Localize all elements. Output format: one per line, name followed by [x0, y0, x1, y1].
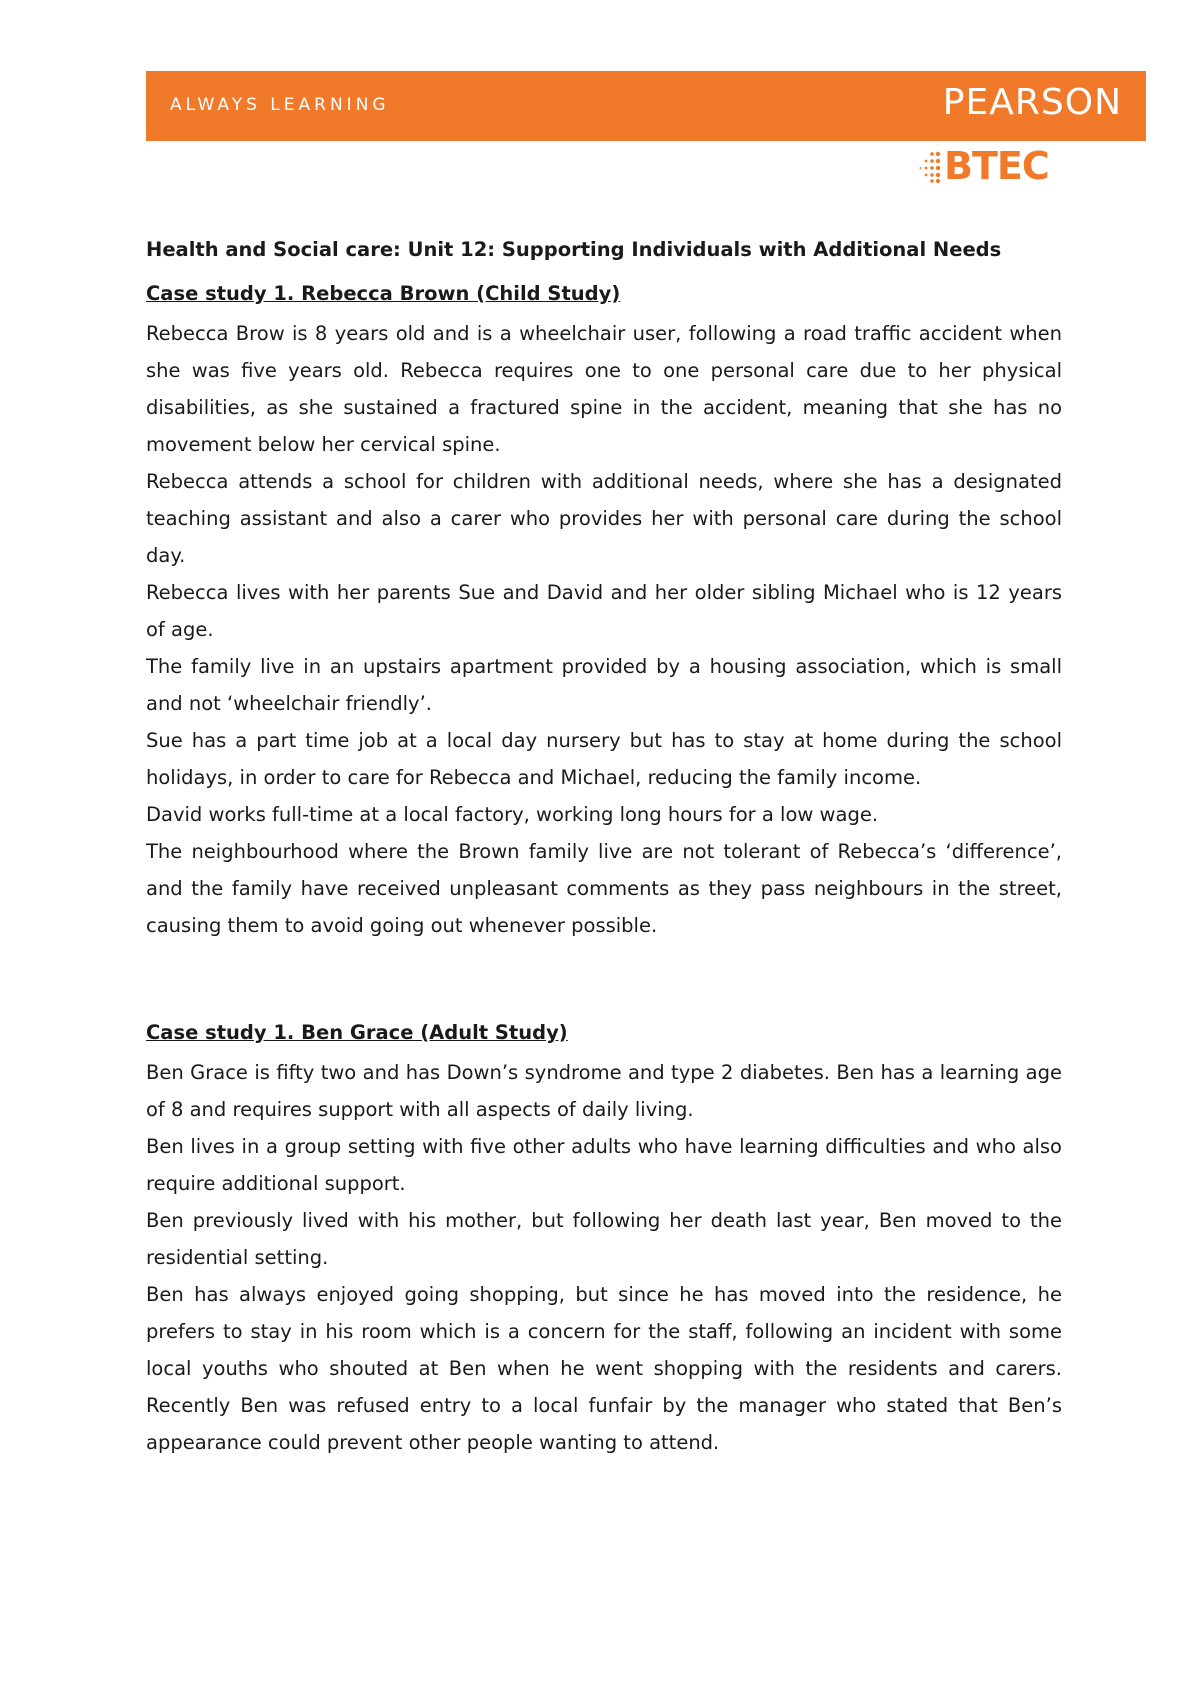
paragraph: David works full-time at a local factory, working long hours for a low wage. — [146, 803, 879, 826]
paragraph: Ben previously lived with his mother, but following her death last year, Ben moved to the residential setting. — [146, 1209, 1062, 1269]
paragraph: Rebecca attends a school for children with additional needs, where she has a designated teaching assistant and also a carer who provides her with personal care during the school day. — [146, 470, 1062, 567]
paragraph: Sue has a part time job at a local day nursery but has to stay at home during the school holidays, in order to care for Rebecca and Michael, reducing the family income. — [146, 729, 1062, 789]
sublogo — [918, 144, 1068, 190]
brand-logo: PEARSON — [942, 82, 1122, 123]
case-study-heading: Case study 1. Ben Grace (Adult Study) — [146, 1021, 568, 1044]
dots-icon — [918, 150, 942, 184]
paragraph: The neighbourhood where the Brown family live are not tolerant of Rebecca’s ‘difference’, and the family have received unpleasant comments as they pass neighbours in the street, causing them to avoid going out whenever possible. — [146, 840, 1062, 937]
paragraph: Ben lives in a group setting with five other adults who have learning difficulties and who also require additional support. — [146, 1135, 1062, 1195]
case-study-heading: Case study 1. Rebecca Brown (Child Study) — [146, 282, 621, 305]
header-banner — [146, 71, 1146, 141]
paragraph: Ben has always enjoyed going shopping, but since he has moved into the residence, he prefers to stay in his room which is a concern for the staff, following an incident with some local youths who shouted at Ben when he went shopping with the residents and carers. Recently Ben was refused entry to a local funfair by the manager who stated that Ben’s appearance could prevent other people wanting to attend. — [146, 1283, 1062, 1454]
paragraph: Rebecca Brow is 8 years old and is a wheelchair user, following a road traffic accident when she was five years old. Rebecca requires one to one personal care due to her physical disabilities, as she sustained a fractured spine in the accident, meaning that she has no movement below her cervical spine. — [146, 322, 1062, 456]
paragraph: The family live in an upstairs apartment provided by a housing association, which is small and not ‘wheelchair friendly’. — [146, 655, 1062, 715]
case-study-section — [146, 279, 1062, 944]
document-body — [146, 235, 1062, 1461]
btec-logo: BTEC — [944, 144, 1049, 188]
paragraph: Ben Grace is fifty two and has Down’s syndrome and type 2 diabetes. Ben has a learning age of 8 and requires support with all aspects of daily living. — [146, 1061, 1062, 1121]
section-spacer — [146, 944, 1062, 1018]
case-study-section — [146, 1018, 1062, 1461]
tagline: ALWAYS LEARNING — [170, 95, 390, 115]
document-title: Health and Social care: Unit 12: Supporting Individuals with Additional Needs — [146, 238, 1002, 261]
paragraph: Rebecca lives with her parents Sue and David and her older sibling Michael who is 12 years of age. — [146, 581, 1062, 641]
